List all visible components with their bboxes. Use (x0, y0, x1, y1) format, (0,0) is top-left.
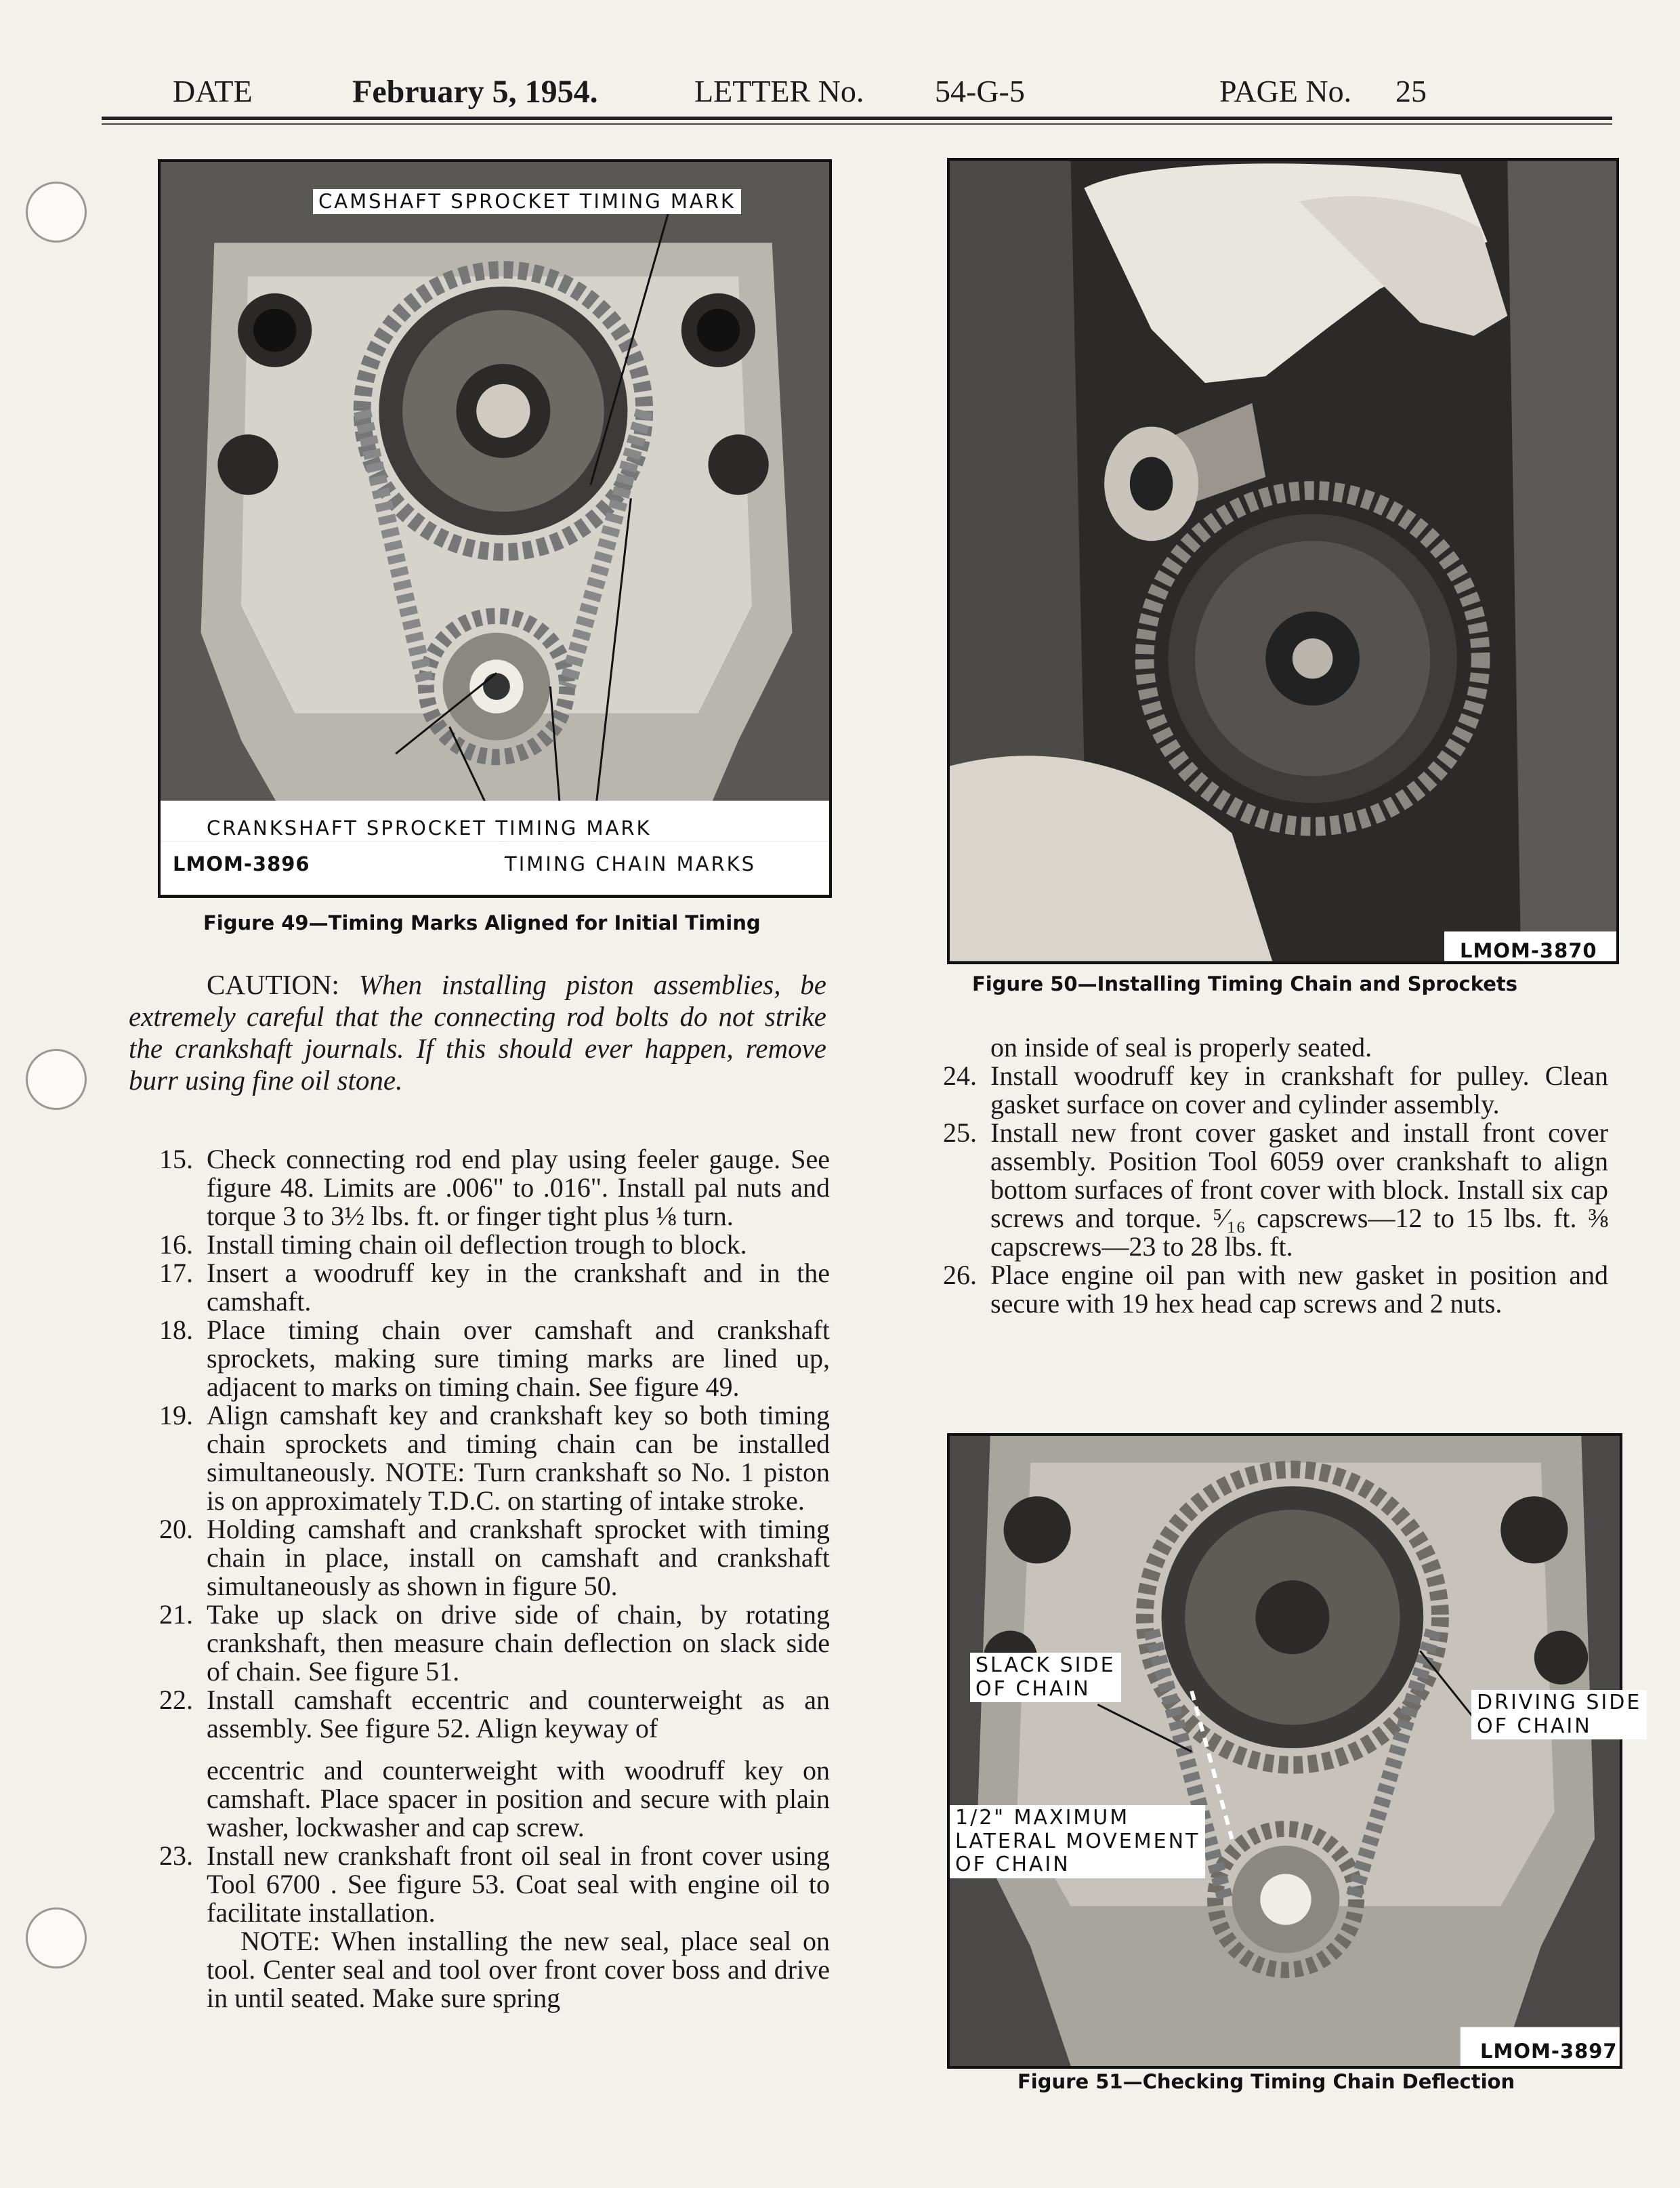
figure-49-code: LMOM-3896 (173, 852, 310, 875)
step-22 (139, 1686, 830, 1743)
caution-lead: CAUTION: (207, 969, 339, 1000)
punch-hole-top (26, 182, 87, 243)
driving-side-label: DRIVING SIDE OF CHAIN (1471, 1690, 1647, 1739)
step-number: 21. (159, 1599, 193, 1630)
page-value: 25 (1395, 74, 1427, 108)
step-23-note: NOTE: When installing the new seal, place seal on tool. Center seal and tool over front cover boss and drive in until seated. Make sure spring (207, 1926, 830, 2013)
figure-51-code: LMOM-3897 (1480, 2040, 1618, 2063)
engine-front-illustration (161, 162, 829, 895)
step-18 (139, 1316, 830, 1401)
caution-note (129, 969, 826, 1132)
letter-value: 54-G-5 (935, 74, 1025, 108)
step-text: Place engine oil pan with new gasket in position and secure with 19 hex head cap screws and 2 nuts. (990, 1260, 1608, 1319)
right-column-steps (923, 1033, 1608, 1318)
step-20 (139, 1515, 830, 1601)
step-text: Install woodruff key in crankshaft for pulley. Clean gasket surface on cover and cylinder assembly. (990, 1060, 1608, 1119)
step-26 (923, 1261, 1608, 1318)
step-text: Place timing chain over camshaft and crankshaft sprockets, making sure timing marks are lined up, adjacent to marks on timing chain. See figure 49. (207, 1315, 830, 1402)
lateral-movement-label: 1/2" MAXIMUM LATERAL MOVEMENT OF CHAIN (950, 1805, 1205, 1878)
step-text: Take up slack on drive side of chain, by rotating crankshaft, then measure chain deflection on slack side of chain. See figure 51. (207, 1599, 830, 1687)
step-19 (139, 1401, 830, 1515)
figure-49-caption: Figure 49—Timing Marks Aligned for Initial Timing (203, 911, 761, 934)
step-text: Install new front cover gasket and install front cover assembly. Position Tool 6059 over crankshaft to align bottom surfaces of front cover with block. Install six cap screws and torque. ⁵⁄₁₆ capscrews—12 to 15 lbs. ft. ⅜ capscrews—23 to 28 lbs. ft. (990, 1117, 1608, 1262)
step-text: Align camshaft key and crankshaft key so both timing chain sprockets and timing chain can be installed simultaneously. NOTE: Turn crankshaft so No. 1 piston is on approximately T.D.C. on starting of intake stroke. (207, 1400, 830, 1516)
step-number: 23. (159, 1840, 193, 1871)
step-number: 19. (159, 1400, 193, 1430)
step-text: Holding camshaft and crankshaft sprocket with timing chain in place, install on camshaft and crankshaft simultaneously as shown in figure 50. (207, 1514, 830, 1601)
step-17 (139, 1259, 830, 1316)
step-23 (139, 1842, 830, 1927)
header-rule (102, 117, 1612, 120)
step-15 (139, 1145, 830, 1231)
installing-chain-photo (950, 161, 1616, 962)
date-label: DATE (173, 74, 253, 108)
punch-hole-middle (26, 1049, 87, 1110)
step-text: Install camshaft eccentric and counterweight as an assembly. See figure 52. Align keyway of (207, 1685, 830, 1743)
figure-50-image (947, 158, 1619, 964)
step-25 (923, 1119, 1608, 1261)
step-number: 26. (943, 1260, 977, 1290)
page-label: PAGE No. (1219, 74, 1352, 108)
crankshaft-sprocket-timing-mark-label: CRANKSHAFT SPROCKET TIMING MARK (207, 817, 652, 840)
figure-51-image (947, 1433, 1642, 2069)
step-text: Insert a woodruff key in the crankshaft and in the camshaft. (207, 1258, 830, 1317)
step-number: 22. (159, 1685, 193, 1715)
step-text: Install timing chain oil deflection trough to block. (207, 1229, 747, 1260)
step-23-continued: on inside of seal is properly seated. (990, 1032, 1372, 1062)
step-number: 24. (943, 1060, 977, 1091)
camshaft-sprocket-timing-mark-label: CAMSHAFT SPROCKET TIMING MARK (313, 189, 741, 214)
step-16 (139, 1231, 830, 1259)
timing-chain-marks-label: TIMING CHAIN MARKS (505, 852, 757, 875)
figure-50-caption: Figure 50—Installing Timing Chain and Sprockets (972, 972, 1518, 995)
step-text: Install new crankshaft front oil seal in front cover using Tool 6700 . See figure 53. Coat seal with engine oil to facilitate installation. (207, 1840, 830, 1928)
figure-49-image (158, 159, 832, 898)
step-number: 20. (159, 1514, 193, 1544)
caution-body: When installing piston assemblies, be extremely careful that the connecting rod bolts do not strike the crankshaft journals. If this should ever happen, remove burr using fine oil stone. (129, 969, 827, 1096)
figure-50-code: LMOM-3870 (1460, 939, 1597, 962)
letter-label: LETTER No. (694, 74, 864, 108)
figure-51-caption: Figure 51—Checking Timing Chain Deflection (1017, 2070, 1515, 2093)
left-column-steps (139, 1145, 830, 2012)
step-number: 17. (159, 1258, 193, 1288)
chain-deflection-illustration (950, 1436, 1620, 2066)
step-text: Check connecting rod end play using feeler gauge. See figure 48. Limits are .006" to .016". Install pal nuts and torque 3 to 3½ lbs. ft. or finger tight plus ⅛ turn. (207, 1144, 830, 1231)
step-number: 15. (159, 1144, 193, 1174)
step-number: 25. (943, 1117, 977, 1148)
header-rule-thin (102, 123, 1612, 125)
step-number: 18. (159, 1315, 193, 1345)
page-header (173, 73, 1500, 114)
step-number: 16. (159, 1229, 193, 1260)
step-21 (139, 1601, 830, 1686)
punch-hole-bottom (26, 1907, 87, 1968)
slack-side-label: SLACK SIDE OF CHAIN (970, 1653, 1121, 1702)
date-value: February 5, 1954. (352, 74, 598, 110)
step-22-continued: eccentric and counterweight with woodruff key on camshaft. Place spacer in position and secure with plain washer, lockwasher and cap screw. (207, 1755, 830, 1842)
step-24 (923, 1062, 1608, 1119)
